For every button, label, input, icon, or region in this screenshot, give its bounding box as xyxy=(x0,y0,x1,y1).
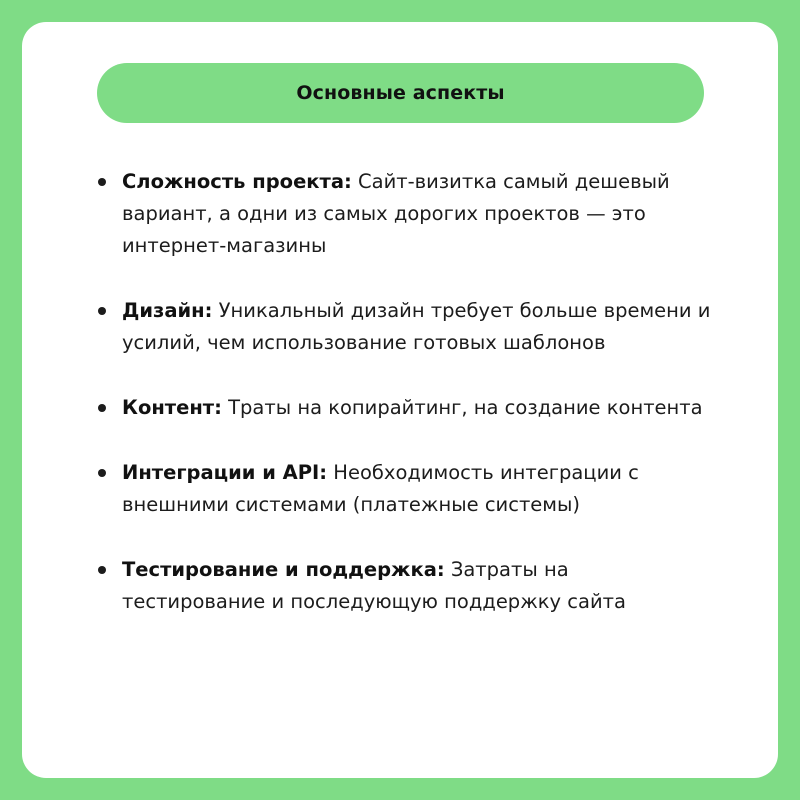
aspect-description: Затраты на тестирование и последующую поддержку сайта xyxy=(122,558,626,613)
aspect-item-design xyxy=(94,295,714,359)
aspect-term: Дизайн: xyxy=(122,299,213,322)
aspect-description: Сайт-визитка самый дешевый вариант, а одни из самых дорогих проектов — это интернет-магазины xyxy=(122,170,670,257)
aspects-list xyxy=(94,166,714,618)
title-banner xyxy=(97,63,704,123)
content-card xyxy=(22,22,778,778)
aspect-description: Траты на копирайтинг, на создание контента xyxy=(228,396,703,419)
aspect-item-complexity xyxy=(94,166,714,262)
aspect-description: Уникальный дизайн требует больше времени и усилий, чем использование готовых шаблонов xyxy=(122,299,711,354)
aspect-item-content xyxy=(94,392,714,424)
aspect-term: Интеграции и API: xyxy=(122,461,328,484)
aspect-item-integrations xyxy=(94,457,714,521)
bullet-icon xyxy=(98,307,106,315)
bullet-icon xyxy=(98,404,106,412)
bullet-icon xyxy=(98,469,106,477)
aspect-term: Тестирование и поддержка: xyxy=(122,558,445,581)
aspect-item-testing xyxy=(94,554,714,618)
aspect-description: Необходимость интеграции с внешними системами (платежные системы) xyxy=(122,461,639,516)
aspect-term: Сложность проекта: xyxy=(122,170,352,193)
page-title: Основные аспекты xyxy=(296,82,505,104)
bullet-icon xyxy=(98,566,106,574)
bullet-icon xyxy=(98,178,106,186)
aspect-term: Контент: xyxy=(122,396,222,419)
